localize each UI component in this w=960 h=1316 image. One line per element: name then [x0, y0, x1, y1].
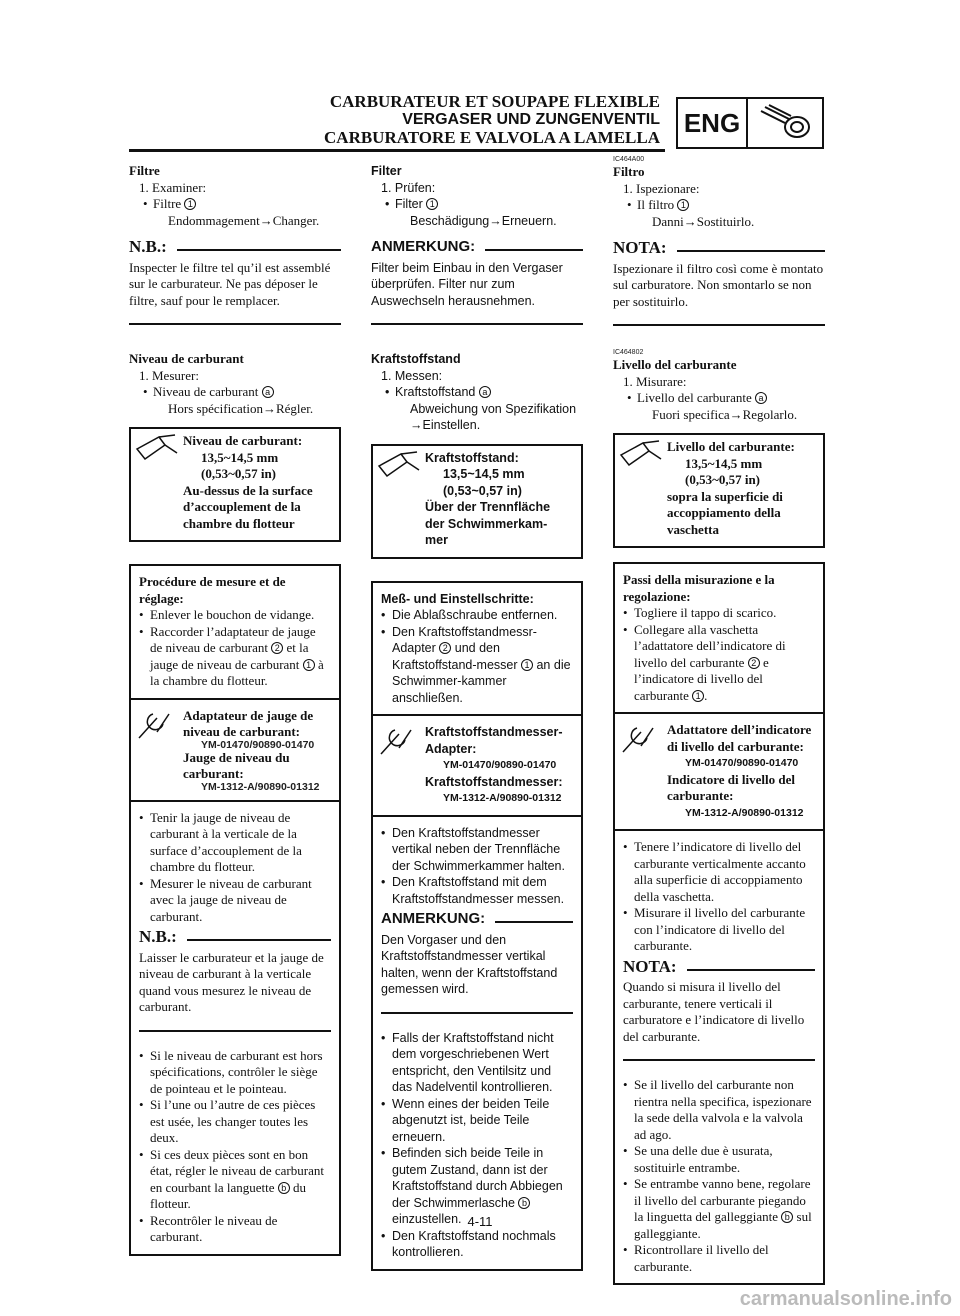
title-it: CARBURATORE E VALVOLA A LAMELLA: [324, 128, 660, 147]
page-number: 4-11: [467, 1214, 493, 1229]
filter-action: Endommagement→Changer.: [168, 212, 320, 228]
column-german: [371, 163, 583, 1271]
fuel-step: 1. Misurare:: [623, 373, 687, 389]
note-text: Ispezionare il filtro così come è montato sul carburatore. Non smontarlo se non per sostituirlo.: [613, 260, 824, 309]
wrench-icon: [131, 708, 183, 792]
eng-label: ENG: [678, 99, 748, 147]
note-heading: N.B.:: [129, 239, 341, 256]
wrench-icon: [373, 724, 425, 807]
filter-item: • Il filtro 1: [613, 197, 825, 214]
filter-action: Beschädigung→Erneuern.: [410, 213, 557, 228]
engine-icon: [748, 99, 822, 147]
filter-item: • Filter 1: [371, 196, 583, 213]
fuel-action: Fuori specifica→Regolarlo.: [652, 406, 798, 422]
fuel-item: • Livello del carburante a: [613, 390, 825, 407]
procedure-box: Meß- und Einstellschritte: • Die Ablaßschraube entfernen. • Den Kraftstoffstandmessr-Adapter 2 und den Kraftstoffstand-messer 1 an die Schwimmer-kammer anschließen. Kraftstoffstandmesser-Adapter: YM-01470/90890-01470 Kraftstoffstandmesser: YM-1312-A/90890-01312 • Den Kraftstoffstandmesser vertikal neben der Trennfläche der Schwimmerkammer halten. • Den Kraftstoffstand mit dem Kraftstoffstandmesser messen. ANMERKUNG: Den Vorgaser und den Kraftstoffstandmesser vertikal halten, wenn der Kraftstoffstand gemessen wird. • Falls der Kraftstoffstand nicht dem vorgeschriebenen Wert entspricht, den Ventilsitz und das Nadelventil kontrollieren. • Wenn eines der beiden Teile abgenutzt ist, beide Teile erneuern. • Befinden sich beide Teile in gutem Zustand, dann ist der Kraftstoffstand durch Abbiegen der Schwimmerlasche b einzustellen. • Den Kraftstoffstand nochmals kontrollieren.: [371, 581, 583, 1271]
fuel-item: • Niveau de carburant a: [129, 384, 341, 401]
fuel-heading: Niveau de carburant: [129, 351, 244, 366]
spec-box: Livello del carburante: 13,5~14,5 mm (0,53~0,57 in) sopra la superficie di accoppiamento della vaschetta: [613, 433, 825, 548]
procedure-box: Procédure de mesure et de réglage: • Enlever le bouchon de vidange. • Raccorder l’adaptateur de jauge de niveau de carburant 2 et la jauge de niveau de carburant 1 à la chambre du flotteur. Adaptateur de jauge de niveau de carburant: YM-01470/90890-01470 Jauge de niveau du carburant: YM-1312-A/90890-01312 • Tenir la jauge de niveau de carburant à la verticale de la surface d’accouplement de la chambre du flotteur. • Mesurer le niveau de carburant avec la jauge de niveau de carburant. N.B.: Laisser le carburateur et la jauge de niveau de carburant à la verticale quand vous mesurez le niveau de carburant. • Si le niveau de carburant est hors spécifications, contrôler le siège de pointeau et le pointeau. • Si l’une ou l’autre de ces pièces est usée, les changer toutes les deux. • Si ces deux pièces sont en bon état, régler le niveau de carburant en courbant la languette b du flotteur. • Recontrôler le niveau de carburant.: [129, 564, 341, 1256]
fuel-action: Abweichung von Spezifikation →Einstellen.: [410, 401, 577, 432]
fuel-heading: Livello del carburante: [613, 357, 737, 372]
filter-heading: Filtre: [129, 163, 160, 178]
spec-box: Niveau de carburant: 13,5~14,5 mm (0,53~0,57 in) Au-dessus de la surface d’accouplement de la chambre du flotteur: [129, 427, 341, 542]
section-title: [324, 93, 660, 147]
procedure-box: Passi della misurazione e la regolazione: • Togliere il tappo di scarico. • Collegare alla vaschetta l’adattatore dell’indicatore di livello del carburante 2 e l’indicatore di livello del carburante 1 . Adattatore dell’indicatore di livello del carburante: YM-01470/90890-01470 Indicatore di livello del carburante: YM-1312-A/90890-01312 • Tenere l’indicatore di livello del carburante verticalmente accanto alla superficie di accoppiamento della vaschetta. • Misurare il livello del carburante con l’indicatore di livello del carburante. NOTA: Quando si misura il livello del carburante, tenere verticali il carburatore e l’indicatore di livello del carburante. • Se il livello del carburante non rientra nella specifica, ispezionare la sede della valvola e la valvola ad ago. • Se una delle due è usurata, sostituirle entrambe. • Se entrambe vanno bene, regolare il livello del carburante piegando la linguetta del galleggiante b sul galleggiante. • Ricontrollare il livello del carburante.: [613, 562, 825, 1285]
watermark: carmanualsonline.info: [739, 1288, 952, 1310]
filter-step: 1. Examiner:: [139, 179, 207, 195]
fuel-action: Hors spécification→Régler.: [168, 400, 314, 416]
note-heading: ANMERKUNG:: [371, 239, 583, 256]
note-heading: NOTA:: [613, 240, 825, 257]
fuel-item: • Kraftstoffstand a: [371, 384, 583, 401]
note-text: Inspecter le filtre tel qu’il est assemblé sur le carburateur. Ne pas déposer le filtre, sauf pour le remplacer.: [129, 259, 331, 308]
filter-action: Danni→Sostituirlo.: [652, 213, 755, 229]
fuel-step: 1. Mesurer:: [139, 367, 199, 383]
fuel-step: 1. Messen:: [381, 368, 443, 383]
title-fr: CARBURATEUR ET SOUPAPE FLEXIBLE: [329, 92, 660, 111]
fuel-heading: Kraftstoffstand: [371, 352, 461, 366]
wrench-icon: [615, 722, 667, 821]
column-french: [129, 163, 341, 1256]
filter-heading: Filtro: [613, 164, 645, 179]
caliper-icon: [131, 429, 183, 540]
caliper-icon: [373, 446, 425, 557]
caliper-icon: [615, 435, 667, 546]
eng-badge: [676, 97, 824, 149]
note-text: Filter beim Einbau in den Vergaser überprüfen. Filter nur zum Auswechseln herausnehmen.: [371, 260, 563, 308]
filter-item: • Filtre 1: [129, 196, 341, 213]
section-code: IC464802: [613, 349, 644, 356]
filter-step: 1. Prüfen:: [381, 180, 436, 195]
spec-box: Kraftstoffstand: 13,5~14,5 mm (0,53~0,57 in) Über der Trennfläche der Schwimmerkam- mer: [371, 444, 583, 559]
column-italian: [613, 155, 825, 1285]
filter-heading: Filter: [371, 164, 402, 178]
header-rule: [129, 149, 665, 152]
section-code: IC464A00: [613, 156, 645, 163]
title-de: VERGASER UND ZUNGENVENTIL: [402, 111, 660, 128]
filter-step: 1. Ispezionare:: [623, 180, 700, 196]
